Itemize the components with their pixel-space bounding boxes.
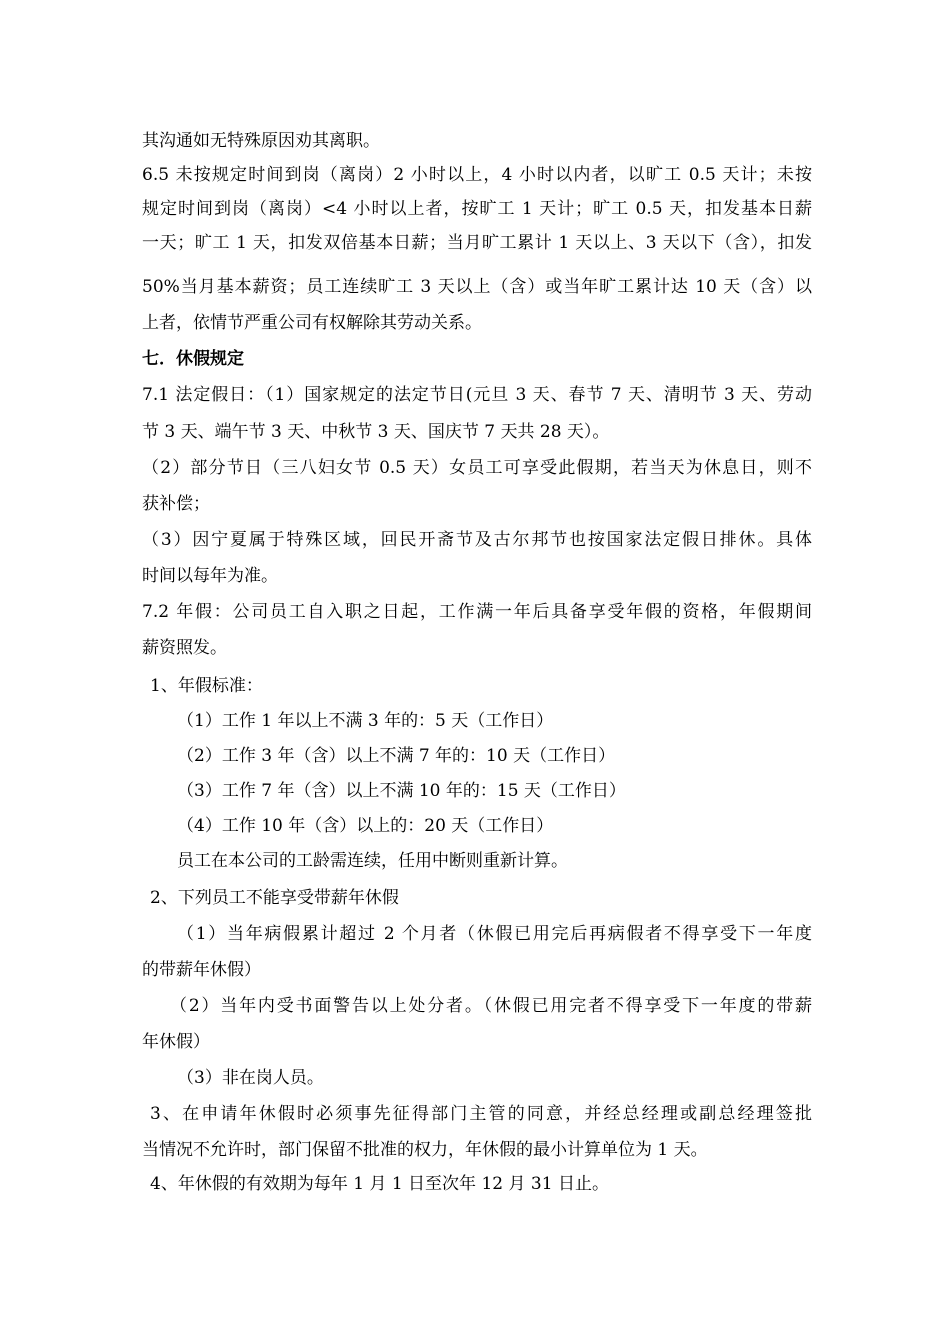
not-eligible-item-2-line: （2）当年内受书面警告以上处分者。（休假已用完者不得享受下一年度的带薪 bbox=[170, 996, 812, 1016]
not-eligible-title: 2、下列员工不能享受带薪年休假 bbox=[150, 888, 399, 908]
paragraph-6-5-line: 50%当月基本薪资；员工连续旷工 3 天以上（含）或当年旷工累计达 10 天（含）以 bbox=[142, 277, 812, 297]
not-eligible-item-3: （3）非在岗人员。 bbox=[177, 1068, 324, 1088]
paragraph-7-1-line: 节 3 天、端午节 3 天、中秋节 3 天、国庆节 7 天共 28 天）。 bbox=[142, 422, 610, 442]
annual-standard-item: （4）工作 10 年（含）以上的：20 天（工作日） bbox=[177, 816, 554, 836]
annual-standard-note: 员工在本公司的工龄需连续，任用中断则重新计算。 bbox=[177, 851, 568, 871]
paragraph-6-4-continuation: 其沟通如无特殊原因劝其离职。 bbox=[142, 131, 380, 151]
paragraph-7-1-2-line: （2）部分节日（三八妇女节 0.5 天）女员工可享受此假期，若当天为休息日，则不 bbox=[142, 458, 812, 478]
item-3-line: 3、在申请年休假时必须事先征得部门主管的同意，并经总经理或副总经理签批 bbox=[150, 1104, 812, 1124]
paragraph-6-5-line: 6.5 未按规定时间到岗（离岗）2 小时以上，4 小时以内者，以旷工 0.5 天计；未按 bbox=[142, 165, 812, 185]
not-eligible-item-2-line: 年休假） bbox=[142, 1032, 210, 1052]
paragraph-7-2-line: 薪资照发。 bbox=[142, 638, 227, 658]
paragraph-7-2-line: 7.2 年假：公司员工自入职之日起，工作满一年后具备享受年假的资格，年假期间 bbox=[142, 602, 812, 622]
not-eligible-item-1-line: 的带薪年休假） bbox=[142, 960, 261, 980]
item-4: 4、年休假的有效期为每年 1 月 1 日至次年 12 月 31 日止。 bbox=[150, 1174, 609, 1194]
annual-standard-item: （1）工作 1 年以上不满 3 年的：5 天（工作日） bbox=[177, 711, 554, 731]
section-7-heading: 七．休假规定 bbox=[142, 349, 244, 369]
paragraph-6-5-line: 上者，依情节严重公司有权解除其劳动关系。 bbox=[142, 313, 482, 333]
not-eligible-item-1-line: （1）当年病假累计超过 2 个月者（休假已用完后再病假者不得享受下一年度 bbox=[177, 924, 812, 944]
paragraph-6-5-line: 一天；旷工 1 天，扣发双倍基本日薪；当月旷工累计 1 天以上、3 天以下（含），扣发 bbox=[142, 233, 812, 253]
paragraph-7-1-3-line: 时间以每年为准。 bbox=[142, 566, 278, 586]
item-3-line: 当情况不允许时，部门保留不批准的权力，年休假的最小计算单位为 1 天。 bbox=[142, 1140, 708, 1160]
paragraph-6-5-line: 规定时间到岗（离岗）<4 小时以上者，按旷工 1 天计；旷工 0.5 天，扣发基本日薪 bbox=[142, 199, 812, 219]
annual-standard-title: 1、年假标准： bbox=[150, 676, 263, 696]
paragraph-7-1-line: 7.1 法定假日：（1）国家规定的法定节日(元旦 3 天、春节 7 天、清明节 3 天、劳动 bbox=[142, 385, 812, 405]
annual-standard-item: （2）工作 3 年（含）以上不满 7 年的：10 天（工作日） bbox=[177, 746, 616, 766]
paragraph-7-1-3-line: （3）因宁夏属于特殊区域，回民开斋节及古尔邦节也按国家法定假日排休。具体 bbox=[142, 530, 812, 550]
annual-standard-item: （3）工作 7 年（含）以上不满 10 年的：15 天（工作日） bbox=[177, 781, 626, 801]
paragraph-7-1-2-line: 获补偿； bbox=[142, 494, 210, 514]
